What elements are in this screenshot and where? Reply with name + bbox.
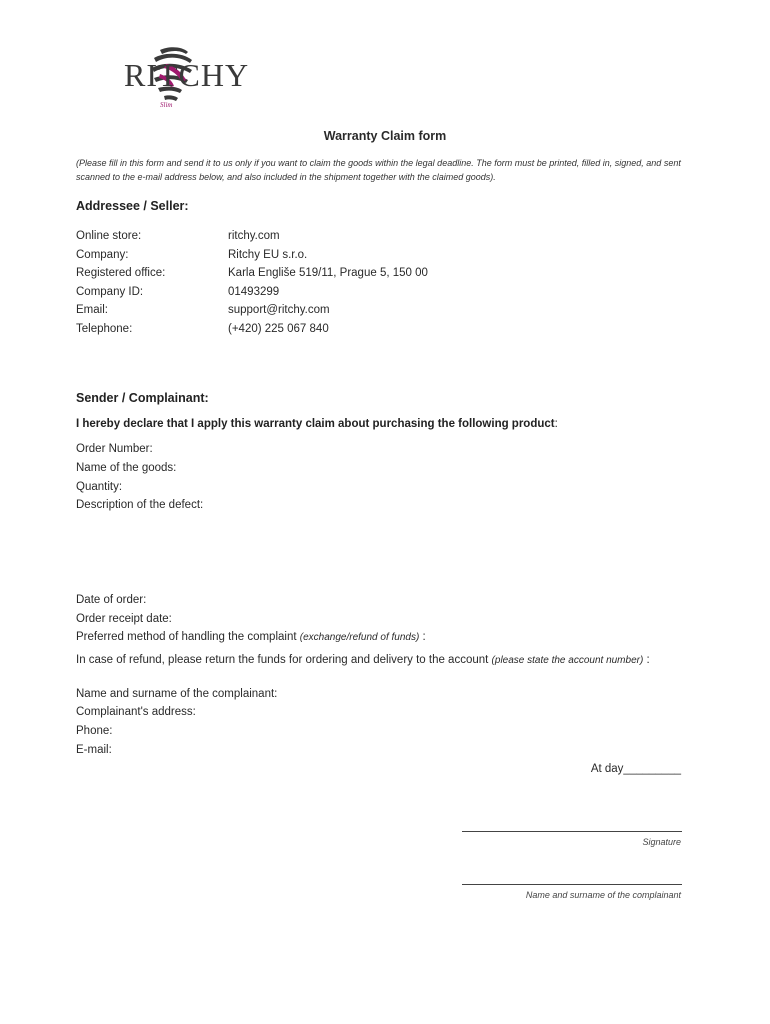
- field-preferred-method: [76, 631, 426, 643]
- field-complainant-address: Complainant's address:: [76, 706, 196, 718]
- field-date-of-order: Date of order:: [76, 594, 147, 606]
- addressee-heading: Addressee / Seller:: [76, 199, 189, 213]
- logo-sub: Slim: [160, 101, 173, 108]
- field-phone: Phone:: [76, 725, 113, 737]
- form-title: Warranty Claim form: [323, 129, 447, 143]
- field-order-receipt-date: Order receipt date:: [76, 613, 172, 625]
- addressee-row: [76, 304, 330, 316]
- row-value: 01493299: [228, 286, 280, 298]
- row-label: Company ID:: [76, 286, 144, 298]
- preferred-end: :: [419, 631, 426, 643]
- refund-label: In case of refund, please return the funds for ordering and delivery to the account: [76, 654, 489, 666]
- field-defect-description: Description of the defect:: [76, 499, 204, 511]
- preferred-hint: (exchange/refund of funds): [299, 632, 420, 643]
- field-quantity: Quantity:: [76, 481, 123, 493]
- declaration-body: I hereby declare that I apply this warranty claim about purchasing the following product: [76, 418, 555, 430]
- row-label: Registered office:: [76, 267, 166, 279]
- signature-caption: Signature: [642, 837, 681, 847]
- row-value: Ritchy EU s.r.o.: [228, 249, 308, 261]
- field-goods-name: Name of the goods:: [76, 462, 177, 474]
- addressee-row: [76, 323, 329, 335]
- refund-end: :: [643, 654, 650, 666]
- row-value: Karla Engliše 519/11, Prague 5, 150 00: [228, 267, 428, 279]
- field-order-number: Order Number:: [76, 443, 153, 455]
- brand-name: RITCHY: [124, 57, 250, 93]
- signature-line: [462, 831, 682, 832]
- row-label: Company:: [76, 249, 129, 261]
- sender-heading: Sender / Complainant:: [76, 391, 209, 405]
- addressee-row: [76, 267, 428, 279]
- instructions-note: (Please fill in this form and send it to us only if you want to claim the goods within the legal deadline. The form must be printed, filled in, signed, and sent scanned to the e-mail address below, and also included in the shipment together with the claimed goods).: [76, 158, 681, 182]
- row-label: Telephone:: [76, 323, 133, 335]
- declaration-colon: :: [554, 418, 558, 430]
- field-complainant-name: Name and surname of the complainant:: [76, 688, 278, 700]
- preferred-label: Preferred method of handling the complaint: [76, 631, 297, 643]
- row-value: (+420) 225 067 840: [228, 323, 329, 335]
- at-day-field: At day_________: [590, 763, 681, 775]
- addressee-row: [76, 230, 280, 242]
- field-email: E-mail:: [76, 744, 112, 756]
- row-value: support@ritchy.com: [228, 304, 330, 316]
- field-refund-account: [76, 651, 710, 670]
- refund-hint: (please state the account number): [491, 655, 644, 666]
- addressee-row: [76, 286, 280, 298]
- row-value: ritchy.com: [228, 230, 280, 242]
- row-label: Online store:: [76, 230, 142, 242]
- declaration-text: [76, 418, 558, 430]
- addressee-row: [76, 249, 308, 261]
- name-caption: Name and surname of the complainant: [525, 890, 681, 900]
- row-label: Email:: [76, 304, 108, 316]
- name-line: [462, 884, 682, 885]
